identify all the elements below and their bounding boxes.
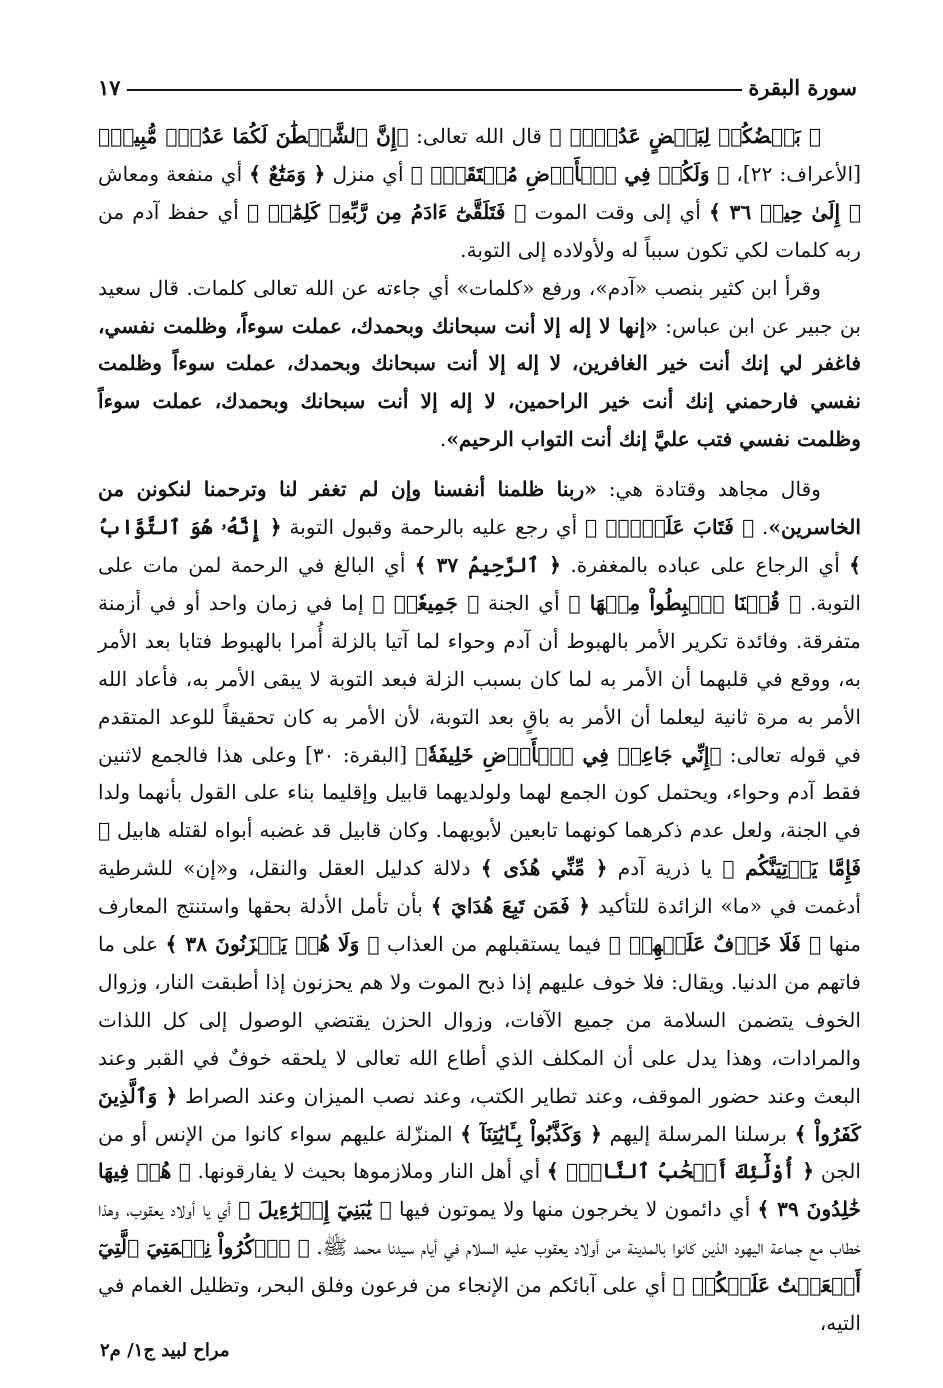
body-text: أي أهل النار وملازموها بحيث لا يفارقونها. [190,1159,547,1184]
running-header [98,60,857,100]
quoted-text: ﴿ ٱلرَّحِيمُ ٣٧ ﴾ [414,552,561,577]
body-text: أي على آبائكم من الإنجاء من فرعون وفلق البحر، وتظليل الغمام في التيه، [98,1273,861,1336]
quoted-text: ﴿ فَتَابَ عَلَيۡهِۚ ﴾ [584,515,755,540]
body-text: دلالة كدليل العقل والنقل، و«إن» للشرطية أدغمت في «ما» الزائدة للتأكيد [98,856,861,919]
body-text: أي الرجاع على عباده بالمغفرة. [561,552,850,577]
page-body [98,118,861,1343]
paragraph [98,270,861,460]
body-text: أي حفظ آدم من ربه كلمات لكي تكون سبباً له ولأولاده إلى التوبة. [98,199,861,262]
body-text: على ما فاتهم من الدنيا. ويقال: فلا خوف عليهم إذا ذبح الموت ولا هم يحزنون إذا أطبقت النار، وزوال الخوف يتضمن السلامة من جميع الآفات، وزوال الحزن يقتضي الوصول إلى كل اللذات والمرادات، وهذا يدل على أن المكلف الذي أطاع الله تعالى لا يلحقه خوفٌ في القبر وعند البعث وعند حضور الموقف، وعند تطاير الكتب، وعند نصب الميزان وعند الصراط [98,932,861,1108]
quoted-text: ﴿ قُلۡنَا ٱهۡبِطُواْ مِنۡهَا ﴾ [568,590,802,615]
quoted-text: ﴿ إِنَّهُۥ هُوَ ٱلتَّوَّابُ ﴾ [98,515,861,577]
header-rule [127,89,743,91]
quoted-text: ﴿ هُمۡ فِيهَا خَٰلِدُونَ ٣٩ ﴾ [98,1159,861,1222]
body-text: [البقرة: ٣٠] وعلى هذا فالجمع لاثنين فقط آدم وحواء، ويحتمل كون الجمع لهما ولولديهما قابيل وإقليما بناء على القول بأنهما ولدا في الجنة، ولعل عدم ذكرهما كونهما تابعين لأبويهما. وكان قابيل قد غضبه أبواه لقتله هابيل [98,742,861,843]
body-text: أي الجنة [479,590,569,615]
paragraph [98,118,861,270]
paragraph [98,471,861,1343]
body-text: أي منفعة ومعاش [98,161,250,186]
footer-signature: مراح لبيد ج١/ م٢ [100,1340,230,1361]
body-text: أي رجع عليه بالرحمة وقبول التوبة [281,515,585,540]
quoted-text: «ربنا ظلمنا أنفسنا وإن لم تغفر لنا وترحمنا لنكونن من الخاسرين» [98,477,861,540]
body-text: المنزّلة عليهم سواء كانوا من الإنس أو من الجن [98,1121,861,1184]
body-text: برسلنا المرسلة إليهم [601,1121,795,1146]
quoted-text: ﴿ فَلَا خَوۡفٌ عَلَيۡهِمۡ ﴾ [608,932,822,957]
surah-title: سورة البقرة [748,75,857,100]
quoted-text: «إنها لا إله إلا أنت سبحانك وبحمدك، عملت سوءاً، وظلمت نفسي، فاغفر لي إنك أنت خير الغافرين، لا إله إلا أنت سبحانك وبحمدك، عملت سوءاً وظلمت نفسي فارحمني إنك أنت خير الراحمين، لا إله إلا أنت سبحانك وبحمدك، عملت سوءاً وظلمت نفسي فتب عليَّ إنك أنت التواب الرحيم» [98,313,861,452]
body-text: . [439,427,447,452]
quoted-text: ﴿ بَعۡضُكُمۡ لِبَعۡضٍ عَدُوّٞۖ ﴾ [549,124,821,148]
quoted-text: ﴿ وَكَذَّبُواْ بِـَٔايَٰتِنَآ ﴾ [460,1121,602,1146]
body-text: وقال مجاهد وقتادة هي: [596,477,822,502]
quoted-text: ﴿ يَٰبَنِيٓ إِسۡرَٰٓءِيلَ ﴾ [238,1197,392,1222]
quoted-text: ﴿ وَلَا هُمۡ يَحۡزَنُونَ ٣٨ ﴾ [165,932,380,957]
quoted-text: ﴿إِنِّي جَاعِلٞ فِي ٱلۡأَرۡضِ خَلِيفَةٗ﴾ [415,742,722,767]
body-text: . [754,515,769,540]
quoted-text: ﴿إِنَّ ٱلشَّيۡطَٰنَ لَكُمَا عَدُوّٞ مُّبِينٞ﴾ [98,124,409,148]
quoted-text: ﴿ جَمِيعٗاۖ ﴾ [372,590,480,615]
body-text: أي إلى وقت الموت [526,199,710,224]
body-text: قال الله تعالى: [408,124,550,148]
body-text: أي البالغ في الرحمة لمن مات على التوبة. [98,552,862,615]
quoted-text: ﴿ فَإِمَّا يَأۡتِيَنَّكُم ﴾ [98,818,862,881]
quoted-text: ﴿ فَتَلَقَّىٰٓ ءَادَمُ مِن رَّبِّهِۦ كَلِمَٰتٖ ﴾ [247,199,527,224]
quoted-text: ﴿ وَمَتَٰعٌ ﴾ [249,161,326,186]
quoted-text: ﴿ وَلَكُمۡ فِي ٱلۡأَرۡضِ مُسۡتَقَرّٞ ﴾ [410,161,730,186]
body-text: أي دائمون لا يخرجون منها ولا يموتون فيها [391,1197,758,1222]
body-text: يا ذرية آدم [607,856,723,881]
quoted-text: ﴿ مِّنِّي هُدٗى ﴾ [480,856,608,881]
quoted-text: ﴿ فَمَن تَبِعَ هُدَايَ ﴾ [430,894,591,919]
body-text: أي يا أولاد يعقوب، وهذا خطاب مع جماعة اليهود الذين كانوا بالمدينة من أولاد يعقوب عليه السلام في أيام سيدنا محمد ﷺ. [98,1197,861,1260]
body-text: فيما يستقبلهم من العذاب [379,932,609,957]
body-text: بأن تأمل الأدلة بحقها واستنتج المعارف منها [98,894,862,957]
body-text: وقرأ ابن كثير بنصب «آدم»، ورفع «كلمات» أي جاءته عن الله تعالى كلمات. قال سعيد بن جبير عن ابن عباس: [98,275,861,338]
quoted-text: ﴿ إِلَىٰ حِينٖ ٣٦ ﴾ [709,199,861,224]
quoted-text: ﴿ أُوْلَٰٓئِكَ أَصۡحَٰبُ ٱلنَّارِۖ ﴾ [546,1159,815,1184]
body-text: أي منزل [325,161,411,186]
page-number: ١٧ [98,75,121,100]
quoted-text: ﴿ وَٱلَّذِينَ كَفَرُواْ ﴾ [98,1083,861,1146]
body-text: إما في زمان واحد أو في أزمنة متفرقة. وفائدة تكرير الأمر بالهبوط أن آدم وحواء لما آتيا بالزلة أُمرا بالهبوط فتابا بعد الأمر به، ووقع في قلبهما أن الأمر به لما كان بسبب الزلة فبعد التوبة لا يبقى الأمر به، فأعاد الله الأمر به مرة ثانية ليعلما أن الأمر به باقٍ بعد التوبة، لأن الأمر به كان تحقيقاً للوعد المتقدم في قوله تعالى: [98,590,861,767]
body-text: [الأعراف: ٢٢]، [729,161,861,186]
quoted-text: ﴿ ٱذۡكُرُواْ نِعۡمَتِيَ ٱلَّتِيٓ أَنۡعَمۡتُ عَلَيۡكُمۡ ﴾ [98,1235,862,1298]
page-footer [0,1340,943,1372]
